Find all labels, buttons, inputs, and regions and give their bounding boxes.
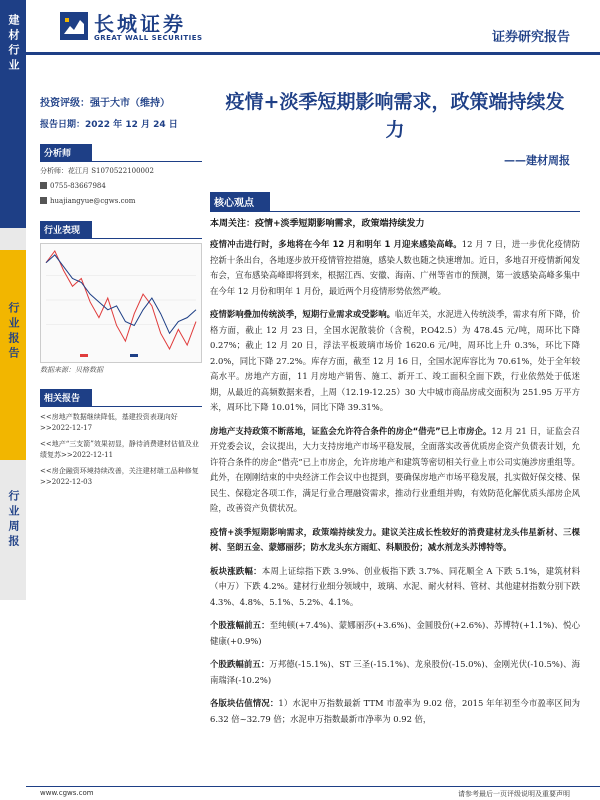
- email-text[interactable]: huajiangyue@cgws.com: [50, 197, 136, 205]
- footer-url[interactable]: www.cgws.com: [40, 789, 94, 797]
- chart-source: 数据来源：贝格数据: [40, 366, 103, 374]
- report-date: 报告日期：2022 年 12 月 24 日: [40, 120, 178, 130]
- band-weekly: [0, 460, 26, 600]
- related-report-2[interactable]: <<地产“三支箭”效果初显，静待消费建材估值及业绩复苏>>2022-12-11: [40, 440, 199, 459]
- paragraph-demand-body: 临近年关，水泥进入传统淡季，需求有所下降，价格方面，截止 12 月 23 日，全国水泥散装价（含税，P.O42.5）为 478.45 元/吨，周环比下降 0.27%；截止 12 月 20 日，浮法平板玻璃市场价 1620.6 元/吨，周环比上升 0.3%，环比下降 2.0%，同比下降 27.2%。库存方面，截至 12 月 16 日，全国水泥库容比为 70.61%，处于全年较高水平。房地产方面，11 月房地产销售、施工、新开工、竣工面积全面下跌，行业依然处于低迷期，从最近的高频数据来看，上周（12.19-12.25）30 大中城市商品房成交面积为 251.95 万平方米，周环比下降 10.01%，同比下降 39.31%。: [210, 309, 581, 412]
- performance-chart-svg: [40, 243, 202, 363]
- band-industry-label: 建材行业: [7, 14, 20, 74]
- performance-chart: [40, 243, 202, 363]
- phone-text: 0755-83667984: [50, 182, 106, 190]
- phone-icon: [40, 182, 47, 189]
- report-type: 证券研究报告: [491, 30, 570, 45]
- analyst-email: [40, 196, 202, 207]
- paragraph-epidemic: [210, 237, 580, 299]
- analyst-phone: [40, 181, 202, 192]
- paragraph-valuation-lead: 各版块估值情况：: [210, 698, 279, 708]
- paragraph-top-gainers-body: 至纯顿(+7.4%)、蒙娜丽莎(+3.6%)、金圆股份(+2.6%)、苏博特(+1.1%)、悦心健康(+0.9%): [210, 620, 580, 646]
- paragraph-policy: [210, 424, 580, 517]
- paragraph-recommendation: [210, 525, 580, 556]
- paragraph-sector-change: [210, 564, 580, 611]
- related-heading: 相关报告: [40, 389, 92, 406]
- paragraph-top-gainers-lead: 个股涨幅前五：: [210, 620, 270, 630]
- core-view-rule: [210, 211, 580, 212]
- analyst-rule: [40, 161, 202, 162]
- report-title: 疫情+淡季短期影响需求，政策端持续发力: [225, 91, 565, 141]
- core-view-heading: 核心观点: [210, 192, 270, 211]
- paragraph-sector-change-lead: 板块涨跌幅：: [210, 565, 262, 576]
- paragraph-sector-change-body: 本周上证综指下跌 3.9%、创业板指下跌 3.7%、同花顺全 A 下跌 5.1%，建筑材料（申万）下跌 4.2%。建材行业细分领域中，玻璃、水泥、耐火材料、管材、其他建材指数分别下跌 4.3%、4.8%、5.1%、5.2%、4.1%。: [210, 565, 580, 607]
- paragraph-demand-lead: 疫情影响叠加传统淡季，短期行业需求或受影响。: [210, 309, 396, 319]
- main-column: [210, 88, 580, 727]
- chart-legend-swatch-2: [130, 354, 138, 357]
- paragraph-policy-body: 12 月 21 日，证监会召开党委会议，会议提出，大力支持房地产市场平稳发展，全面落实改善优质房企资产负债表计划，允许符合条件的房企“借壳”已上市房企，允许房地产和建筑等密切相关行业上市公司实施涉房重组等。此外，在刚刚结束的中央经济工作会议中也提到，要确保房地产市场平稳发展，扎实做好保交楼、保民生、保稳定各项工作，满足行业合理融资需求，推动行业重组并购，有效防范化解优质头部房企风险，改善资产负债状况。: [210, 425, 580, 513]
- side-band: [0, 0, 26, 800]
- performance-rule: [40, 238, 202, 239]
- weekly-focus: 本周关注：疫情+淡季短期影响需求，政策端持续发力: [210, 219, 425, 229]
- footer-rule: [26, 786, 600, 787]
- paragraph-top-losers-body: 万邦德(-15.1%)、ST 三圣(-15.1%)、龙泉股份(-15.0%)、金刚光伏(-10.5%)、海南瑞泽(-10.2%): [210, 659, 580, 685]
- paragraph-top-losers: [210, 657, 580, 688]
- paragraph-demand: [210, 307, 580, 416]
- logo-chinese: 长城证券: [94, 12, 186, 36]
- analyst-name: 分析师：花江月 S1070522100002: [40, 167, 154, 175]
- logo-english: GREAT WALL SECURITIES: [94, 34, 203, 42]
- header-rule: [26, 52, 600, 55]
- band-industry: [0, 0, 26, 228]
- mail-icon: [40, 197, 47, 204]
- paragraph-epidemic-body: 12 月 7 日，进一步优化疫情防控新十条出台，各地逐步放开疫情管控措施，感染人数也随之快速增加。近日，多地召开疫情新闻发布会，宣布感染高峰即将到来，根据江西、安徽、海南、广州等省市的预测，第一波感染高峰多集中在今年 12 月份和明年 1 月份，最近两个月疫情形势依然严峻。: [210, 239, 580, 296]
- related-report-1[interactable]: <<房地产数据继续降低，基建投资表现向好>>2022-12-17: [40, 413, 178, 432]
- great-wall-logo-icon: [60, 12, 88, 40]
- report-subtitle: ——建材周报: [504, 154, 570, 167]
- footer-note: 请参考最后一页评级说明及重要声明: [458, 790, 570, 798]
- related-rule: [40, 406, 202, 407]
- paragraph-top-losers-lead: 个股跌幅前五：: [210, 659, 270, 669]
- chart-legend-swatch-1: [80, 354, 88, 357]
- investment-rating: 投资评级：强于大市（维持）: [40, 98, 170, 109]
- chart-frame: [41, 244, 202, 363]
- paragraph-policy-lead: 房地产支持政策不断落地，证监会允许符合条件的房企“借壳”已上市房企。: [210, 425, 492, 436]
- analyst-heading: 分析师: [40, 144, 92, 161]
- paragraph-valuation-body: 1）水泥申万指数最新 TTM 市盈率为 9.02 倍，2015 年年初至今市盈率区间为 6.32 倍~32.79 倍；水泥申万指数最新市净率为 0.92 倍，: [210, 698, 580, 724]
- header: [26, 0, 600, 52]
- band-report-label: 行业报告: [7, 302, 20, 362]
- performance-heading: 行业表现: [40, 221, 92, 238]
- paragraph-recommendation-lead: 疫情+淡季短期影响需求，政策端持续发力。建议关注成长性较好的消费建材龙头伟星新材、三棵树、坚朗五金、蒙娜丽莎；防水龙头东方雨虹、科顺股份；减水剂龙头苏博特等。: [210, 526, 580, 552]
- band-report: [0, 250, 26, 460]
- related-report-3[interactable]: <<房企融资环境持续改善，关注建材端工品种修复>>2022-12-03: [40, 467, 199, 486]
- paragraph-epidemic-lead: 疫情冲击进行时，多地将在今年 12 月和明年 1 月迎来感染高峰。: [210, 239, 462, 249]
- paragraph-valuation: [210, 696, 580, 727]
- side-column: [40, 90, 202, 488]
- paragraph-top-gainers: [210, 618, 580, 649]
- band-weekly-label: 行业周报: [7, 490, 20, 550]
